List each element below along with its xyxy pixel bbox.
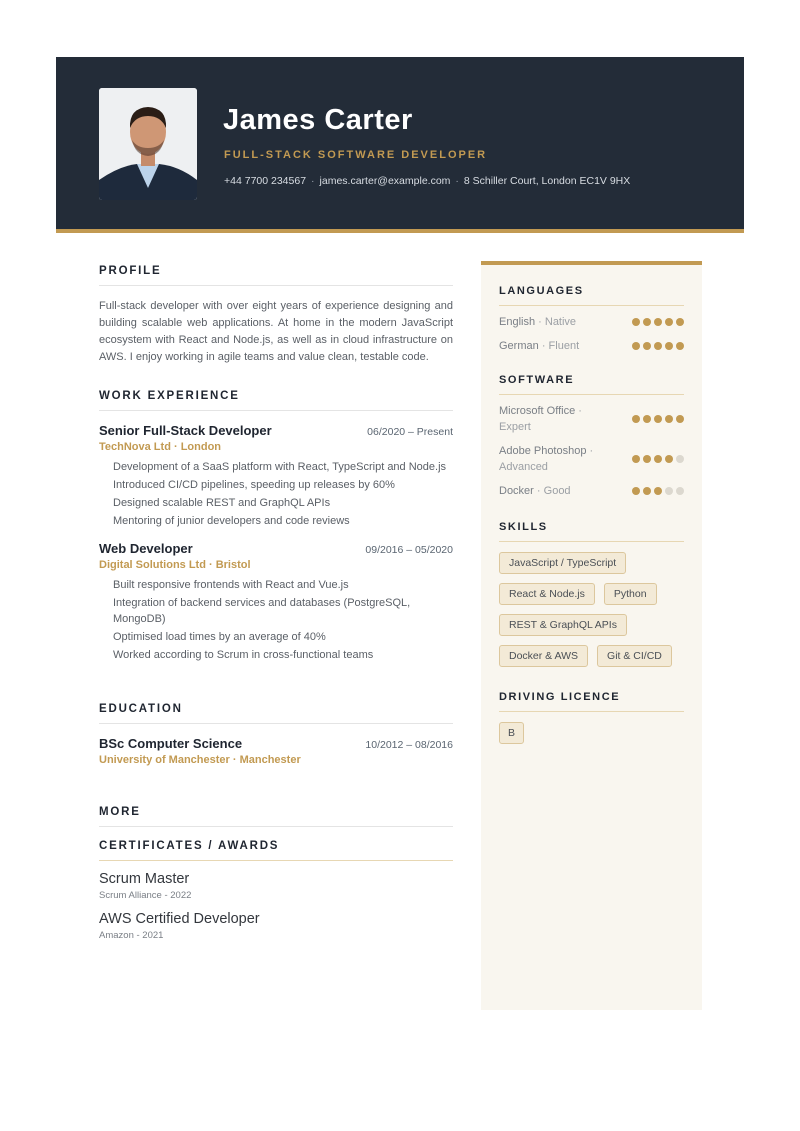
software-level: Advanced: [499, 461, 548, 473]
rating-dot-filled: [643, 318, 651, 326]
software-section: [499, 374, 684, 499]
list-item: Built responsive frontends with React and Vue.js: [113, 579, 349, 591]
more-section: [99, 806, 453, 941]
certificate-name: AWS Certified Developer: [99, 911, 260, 927]
software-row: Docker · Good: [499, 483, 684, 499]
rating-dot-filled: [643, 415, 651, 423]
software-row: Adobe Photoshop · Advanced: [499, 443, 684, 475]
language-name: English: [499, 316, 536, 328]
job-title: Senior Full-Stack Developer: [99, 423, 272, 438]
list-item: Optimised load times by an average of 40%: [113, 631, 326, 643]
rating-dots: [632, 487, 684, 495]
rating-dot-filled: [632, 455, 640, 463]
separator: ·: [311, 175, 315, 187]
list-item: Integration of backend services and databases (PostgreSQL, MongoDB): [113, 597, 411, 625]
main-column: [99, 265, 453, 941]
language-level: Native: [544, 316, 577, 328]
list-item: Introduced CI/CD pipelines, speeding up releases by 60%: [113, 479, 395, 491]
section-heading-skills: SKILLS: [499, 521, 684, 542]
software-level: Expert: [499, 421, 531, 433]
job-entry: [99, 541, 453, 663]
licence-tag: B: [499, 722, 524, 744]
list-item: Worked according to Scrum in cross-functional teams: [113, 649, 374, 661]
rating-dot-filled: [632, 415, 640, 423]
email: james.carter@example.com: [319, 175, 451, 187]
rating-dot-filled: [632, 318, 640, 326]
section-heading-profile: PROFILE: [99, 265, 453, 286]
rating-dot-filled: [632, 342, 640, 350]
certificate-name: Scrum Master: [99, 871, 190, 887]
degree: BSc Computer Science: [99, 736, 243, 751]
skills-section: [499, 521, 684, 667]
software-name: Microsoft Office: [499, 405, 576, 417]
rating-dot-filled: [665, 318, 673, 326]
rating-dot-empty: [665, 487, 673, 495]
rating-dot-filled: [654, 487, 662, 495]
contact-line: [224, 175, 630, 187]
profile-photo: [99, 88, 197, 200]
skill-tag: Git & CI/CD: [597, 645, 672, 667]
experience-section: [99, 390, 453, 663]
rating-dot-filled: [632, 487, 640, 495]
skill-tag: React & Node.js: [499, 583, 595, 605]
skill-tag: Python: [604, 583, 657, 605]
job-entry: [99, 423, 453, 529]
rating-dot-empty: [676, 487, 684, 495]
certificates-heading: CERTIFICATES / AWARDS: [99, 840, 453, 861]
profile-section: [99, 265, 453, 366]
skill-tag: JavaScript / TypeScript: [499, 552, 626, 574]
list-item: Development of a SaaS platform with React, TypeScript and Node.js: [113, 461, 447, 473]
portrait-image: [99, 88, 197, 200]
rating-dot-filled: [676, 318, 684, 326]
job-title: Web Developer: [99, 541, 193, 556]
rating-dot-filled: [654, 415, 662, 423]
rating-dot-filled: [665, 342, 673, 350]
rating-dot-filled: [643, 342, 651, 350]
language-row: German · Fluent: [499, 338, 684, 354]
rating-dots: [632, 455, 684, 463]
language-name: German: [499, 340, 539, 352]
software-name: Docker: [499, 485, 534, 497]
education-section: [99, 703, 453, 766]
candidate-name: James Carter: [223, 104, 413, 136]
section-heading-more: MORE: [99, 806, 453, 827]
skill-tag: REST & GraphQL APIs: [499, 614, 627, 636]
education-date: 10/2012 – 08/2016: [365, 739, 453, 751]
licence-section: [499, 691, 684, 744]
skill-tag: Docker & AWS: [499, 645, 588, 667]
list-item: Mentoring of junior developers and code reviews: [113, 515, 350, 527]
licence-tags: [499, 722, 684, 744]
education-entry: [99, 736, 453, 766]
rating-dot-filled: [643, 487, 651, 495]
languages-section: [499, 285, 684, 354]
list-item: Designed scalable REST and GraphQL APIs: [113, 497, 331, 509]
school: University of Manchester · Manchester: [99, 754, 301, 766]
job-date: 09/2016 – 05/2020: [365, 544, 453, 556]
rating-dot-filled: [676, 342, 684, 350]
certificate-issuer: Scrum Alliance - 2022: [99, 890, 192, 901]
software-row: Microsoft Office · Expert: [499, 403, 684, 435]
rating-dot-filled: [665, 455, 673, 463]
phone: +44 7700 234567: [224, 175, 307, 187]
profile-text: Full-stack developer with over eight years of experience designing and building scalable web applications. At home in the modern JavaScript ecosystem with React and Node.js, as well as in cloud infrastructure on AWS. I enjoy working in agile teams and value clean, testable code.: [99, 300, 453, 363]
rating-dot-filled: [643, 455, 651, 463]
rating-dots: [632, 342, 684, 350]
sidebar: [481, 261, 702, 1010]
separator: ·: [455, 175, 459, 187]
rating-dot-filled: [665, 415, 673, 423]
job-date: 06/2020 – Present: [367, 426, 453, 438]
software-level: Good: [543, 485, 571, 497]
address: 8 Schiller Court, London EC1V 9HX: [463, 175, 631, 187]
section-heading-software: SOFTWARE: [499, 374, 684, 395]
section-heading-licence: DRIVING LICENCE: [499, 691, 684, 712]
certificate-issuer: Amazon - 2021: [99, 930, 164, 941]
language-row: English · Native: [499, 314, 684, 330]
language-level: Fluent: [548, 340, 580, 352]
candidate-title: FULL-STACK SOFTWARE DEVELOPER: [224, 149, 488, 161]
rating-dots: [632, 318, 684, 326]
certificate-item: [99, 871, 453, 901]
software-name: Adobe Photoshop: [499, 445, 587, 457]
rating-dot-empty: [676, 455, 684, 463]
rating-dots: [632, 415, 684, 423]
rating-dot-filled: [654, 318, 662, 326]
job-bullets: [99, 577, 453, 663]
section-heading-languages: LANGUAGES: [499, 285, 684, 306]
skill-tags: [499, 552, 684, 667]
rating-dot-filled: [654, 455, 662, 463]
job-employer: Digital Solutions Ltd · Bristol: [99, 559, 251, 571]
section-heading-experience: WORK EXPERIENCE: [99, 390, 453, 411]
rating-dot-filled: [654, 342, 662, 350]
section-heading-education: EDUCATION: [99, 703, 453, 724]
job-employer: TechNova Ltd · London: [99, 441, 222, 453]
certificate-item: [99, 911, 453, 941]
rating-dot-filled: [676, 415, 684, 423]
job-bullets: [99, 459, 453, 529]
resume-header: [56, 57, 744, 233]
